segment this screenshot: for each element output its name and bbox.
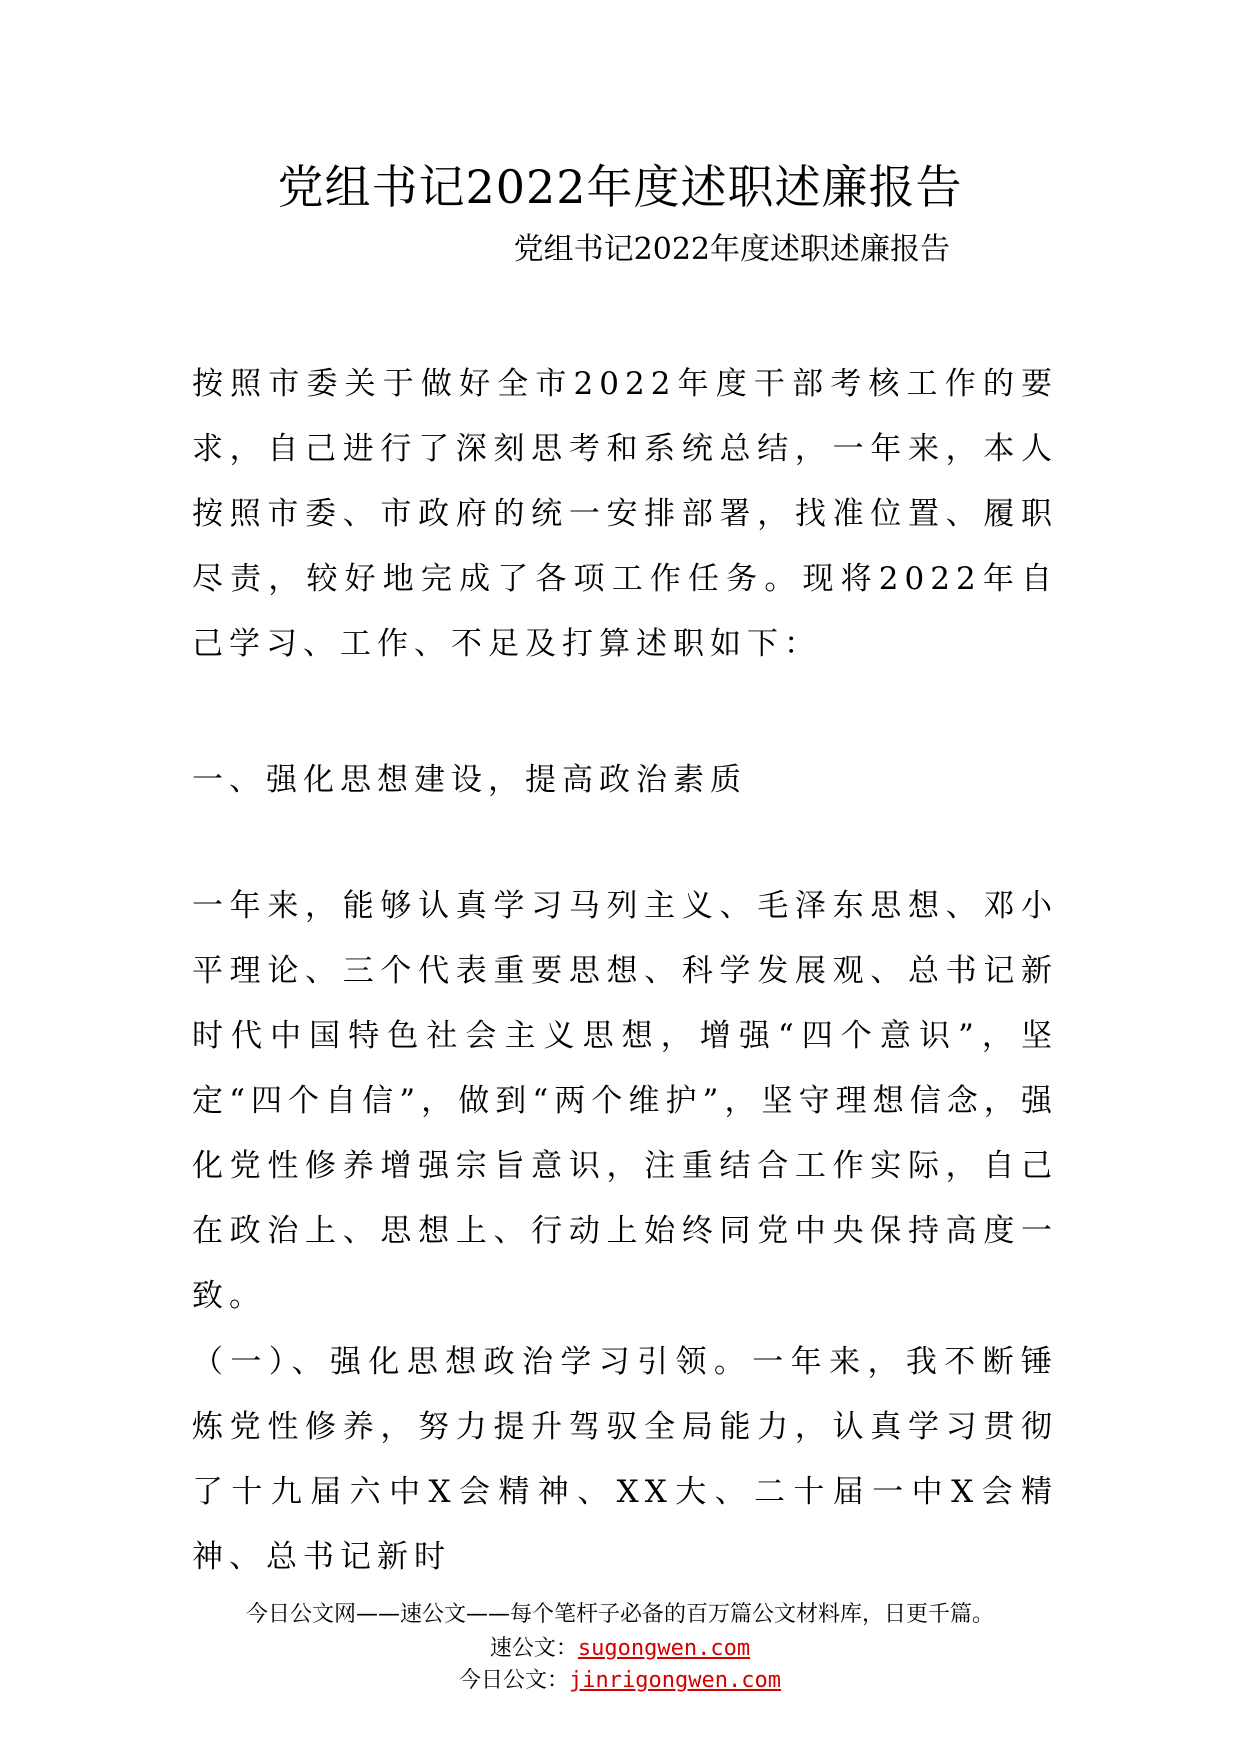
- sugongwen-label: 速公文：: [489, 1636, 578, 1661]
- document-title: 党组书记2022年度述职述廉报告: [277, 160, 963, 214]
- footer-jinrigongwen: [0, 1668, 1240, 1694]
- section-heading: 一、强化思想建设，提高政治素质: [192, 762, 747, 798]
- intro-paragraph: 按照市委关于做好全市2022年度干部考核工作的要求，自己进行了深刻思考和系统总结，一年来，本人按照市委、市政府的统一安排部署，找准位置、履职尽责，较好地完成了各项工作任务。现将2022年自己学习、工作、不足及打算述职如下：: [192, 366, 1058, 662]
- sugongwen-link[interactable]: sugongwen.com: [577, 1636, 751, 1661]
- document-subtitle: 党组书记2022年度述职述廉报告: [513, 232, 950, 267]
- subsection-paragraph: （一）、强化思想政治学习引领。一年来，我不断锤炼党性修养，努力提升驾驭全局能力，认真学习贯彻了十九届六中X会精神、XX大、二十届一中X会精神、总书记新时: [192, 1344, 1058, 1575]
- footer-slogan: 今日公文网——速公文——每个笔杆子必备的百万篇公文材料库，日更千篇。: [245, 1602, 994, 1627]
- section-paragraph: 一年来，能够认真学习马列主义、毛泽东思想、邓小平理论、三个代表重要思想、科学发展观、总书记新时代中国特色社会主义思想，增强“四个意识”，坚定“四个自信”，做到“两个维护”，坚守理想信念，强化党性修养增强宗旨意识，注重结合工作实际，自己在政治上、思想上、行动上始终同党中央保持高度一致。: [192, 888, 1058, 1314]
- jinri-label: 今日公文：: [459, 1668, 570, 1693]
- footer-sugongwen: [0, 1636, 1240, 1662]
- jinrigongwen-link[interactable]: jinrigongwen.com: [569, 1668, 781, 1693]
